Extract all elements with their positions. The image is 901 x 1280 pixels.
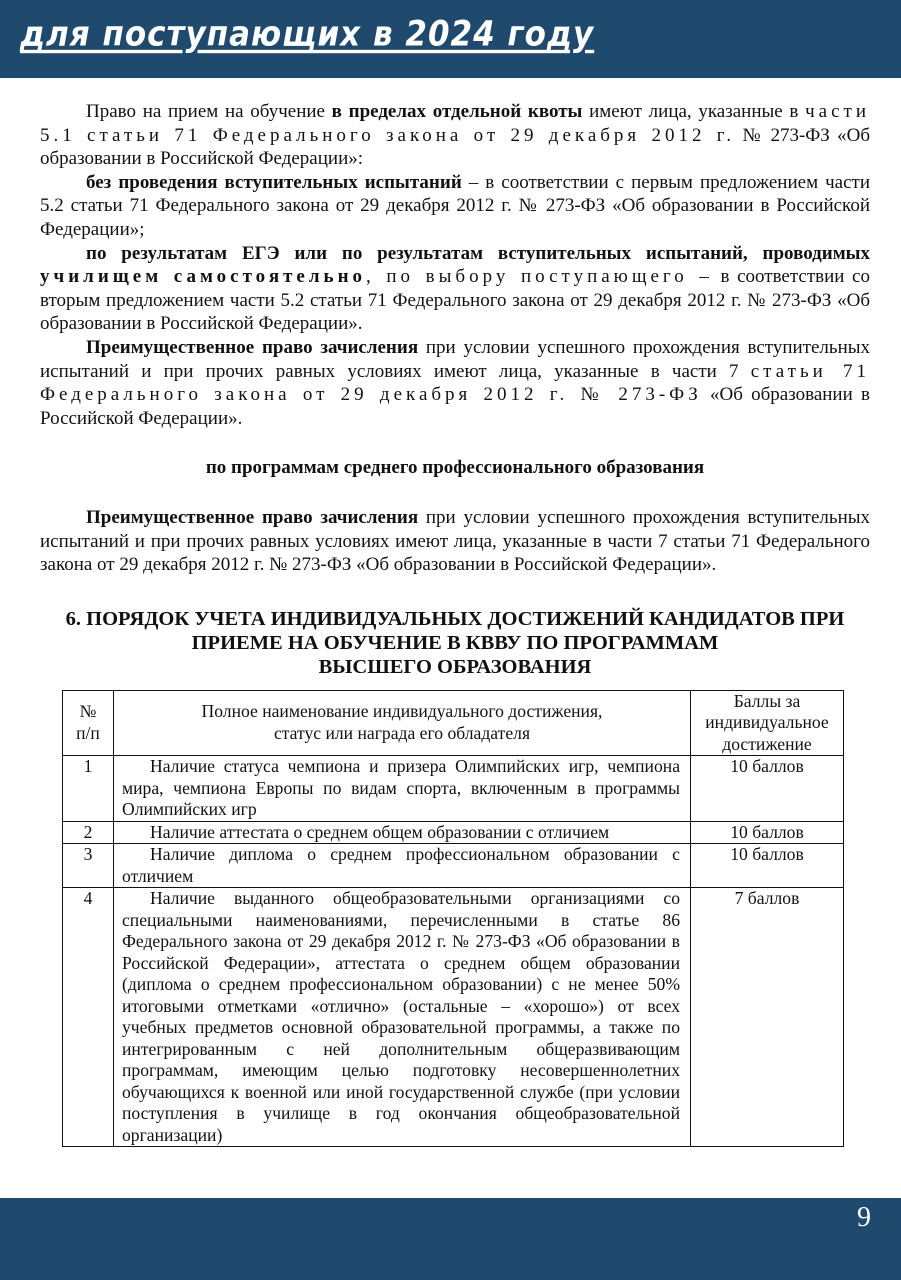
bold-run: без проведения вступительных испытаний (86, 171, 462, 193)
text-run: № 273-ФЗ «Об образовании в Российской Федерации»: (40, 124, 870, 170)
spaced-run: , по выбору поступающего – (366, 266, 713, 288)
header-points (691, 690, 844, 756)
document-body (40, 100, 870, 1147)
table-row (63, 821, 844, 844)
header-text: № (79, 701, 97, 722)
header-text: достижение (722, 733, 812, 754)
bold-run: по результатам ЕГЭ или по результатам вступительных испытаний, проводимых (86, 242, 870, 264)
table-row (63, 844, 844, 888)
section-title-line: ПРИЕМЕ НА ОБУЧЕНИЕ В КВВУ ПО ПРОГРАММАМ (191, 631, 719, 654)
text-run: – в соответствии с первым предложением части 5.2 статьи 71 Федерального закона от 29 декабря 2012 г. № 273-ФЗ «Об образовании в Российской Федерации»; (40, 171, 870, 240)
text-run: Право на прием на обучение (86, 101, 332, 122)
bold-run: в пределах отдельной квоты (331, 101, 583, 122)
bold-run: Преимущественное право зачисления (86, 506, 419, 528)
row-text: Наличие выданного общеобразовательными организациями со специальными наименованиями, перечисленными в статье 86 Федерального закона от 29 декабря 2012 г. № 273-ФЗ «Об образовании в Российской Федерации», аттестата о среднем общем образовании (диплома о среднем профессиональном образовании) с не менее 50% итоговыми отметками «отлично» (остальные – «хорошо») от всех учебных предметов основной образовательной программы, а также по интегрированным с ней дополнительным общеразвивающим программам, имеющим целью подготовку несовершеннолетних обучающихся к военной или иной государственной службе (при условии поступления в училище в год окончания общеобразовательной организации) (114, 888, 691, 1147)
text-run: в соответствии со вторым предложением части 5.2 статьи 71 Федерального закона от 29 декабря 2012 г. № 273-ФЗ «Об образовании в Российской Федерации». (40, 266, 870, 335)
header-text: статус или награда его обладателя (273, 722, 531, 743)
section-title-line: 6. ПОРЯДОК УЧЕТА ИНДИВИДУАЛЬНЫХ ДОСТИЖЕНИЙ КАНДИДАТОВ ПРИ (65, 607, 845, 630)
priority-paragraph (40, 336, 870, 430)
row-points: 10 баллов (691, 844, 844, 888)
header-band (0, 0, 901, 78)
bold-run: Преимущественное право зачисления (86, 336, 419, 358)
header-name (114, 690, 691, 756)
table-row (63, 756, 844, 822)
table-row (63, 888, 844, 1147)
ege-paragraph (40, 242, 870, 336)
row-num: 2 (63, 821, 114, 844)
text-run: при условии успешного прохождения вступительных испытаний и при прочих равных условиях имеют лица, указанные в части 7 статьи 71 Федерального закона от 29 декабря 2012 г. № 273-ФЗ «Об образовании в Российской Федерации». (40, 506, 871, 576)
bold-spaced-run: училищем самостоятельно (40, 266, 367, 288)
achievements-table (62, 690, 844, 1148)
text-run: при условии успешного прохождения вступительных испытаний и при прочих равных условиях имеют лица, указанные в части 7 (40, 336, 871, 382)
footer-band (0, 1198, 901, 1280)
section-title (38, 607, 872, 679)
spo-heading: по программам среднего профессионального образования (205, 457, 705, 479)
header-text: Баллы за (733, 690, 801, 711)
header-title: для поступающих в 2024 году (20, 14, 595, 55)
header-text: индивидуальное (705, 712, 829, 733)
row-points: 10 баллов (691, 821, 844, 844)
row-text: Наличие диплома о среднем профессиональном образовании с отличием (114, 844, 691, 888)
row-num: 1 (63, 756, 114, 822)
header-num (63, 690, 114, 756)
section-title-line: ВЫСШЕГО ОБРАЗОВАНИЯ (318, 655, 592, 678)
row-text: Наличие статуса чемпиона и призера Олимпийских игр, чемпиона мира, чемпиона Европы по видам спорта, включенным в программы Олимпийских игр (114, 756, 691, 822)
table-header-row (63, 690, 844, 756)
spo-priority-paragraph (40, 506, 870, 577)
row-points: 10 баллов (691, 756, 844, 822)
text-run: «Об образовании в Российской Федерации». (40, 384, 870, 429)
row-num: 3 (63, 844, 114, 888)
header-text: Полное наименование индивидуального достижения, (201, 701, 603, 722)
spaced-run: части 5.1 статьи 71 Федерального закона от 29 декабря 2012 г. (40, 101, 870, 146)
row-points: 7 баллов (691, 888, 844, 1147)
spaced-run: статьи 71 Федерального закона от 29 декабря 2012 г. № 273-ФЗ (40, 360, 870, 406)
row-num: 4 (63, 888, 114, 1147)
row-text: Наличие аттестата о среднем общем образовании с отличием (114, 821, 691, 844)
text-run: имеют лица, указанные в (582, 101, 806, 122)
no-exam-paragraph (40, 171, 870, 242)
header-text: п/п (76, 722, 100, 743)
page-number: 9 (857, 1202, 871, 1233)
quota-paragraph (40, 100, 870, 171)
